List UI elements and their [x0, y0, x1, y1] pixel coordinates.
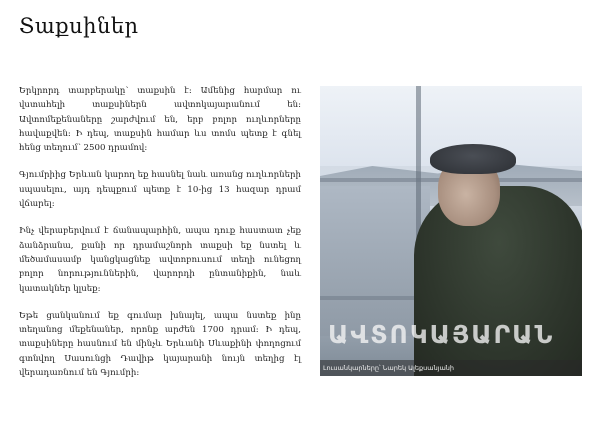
photo-man-cap: [430, 144, 516, 174]
paragraph: Երկրորդ տարբերակը՝ տաքսին է: Ամենից հարմար ու վստահելի տաքսիներն ավտոկայարանում են: Ավտոմեքենաները շարժվում են, երբ բոլոր ուղևորները հավաքվեն: Ի դեպ, տաքսին համար ևս տոմս պետք է գնել հենց տեղում՝ 2500 դրամով:: [19, 86, 301, 154]
page-title: Տաքսիներ: [19, 14, 139, 38]
photo-credit: Լուսանկարները՝ Նարեկ Ալեքսանյանի: [320, 360, 582, 376]
paragraph: Ինչ վերաբերվում է ճանապարհին, ապա դուք հաստատ չեք ձանձրանա, քանի որ դրամաշնորհ տաքսի եք նստել և մեծամասամբ կանցկացնեք ավտոբուսում տեղի ունեցող բոլոր նորություններին, վարորդի ընտանիքին, նաև կատակներ կլսեք:: [19, 226, 301, 294]
photo-watermark: ԱՎՏՈԿԱՅԱՐԱՆ: [328, 320, 555, 349]
paragraph: Գյումրիից Երևան կարող եք հասնել նաև առանց ուղևորների սպասելու, այդ դեպքում պետք է 10-ից 13 հազար դրամ վճարել:: [19, 170, 301, 210]
paragraph: Եթե ցանկանում եք գումար խնայել, ապա նստեք ինը տեղանոց մեքենաներ, որոնք արժեն 1700 դրամ: Ի դեպ, տաքսիները հասնում են մինչև Երևանի Սևաքինի փողոցում գտնվող Սասունցի Դավիթ կայարանի նույն տեղից էլ վերադառնում են Գյումրի:: [19, 310, 301, 379]
article-text: [19, 84, 301, 393]
photo-bus-station: [320, 86, 582, 376]
